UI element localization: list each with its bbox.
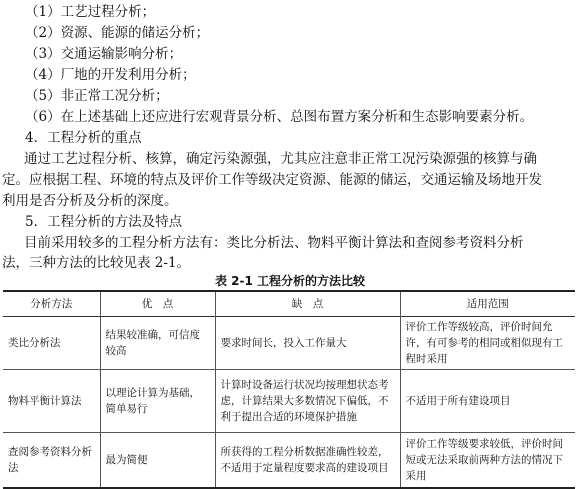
cell-cons: 要求时间长，投入工作量大: [215, 317, 400, 370]
paragraph-line: 目前采用较多的工程分析方法有：类比分析法、物料平衡计算法和查阅参考资料分析: [24, 235, 524, 251]
comparison-table: [3, 290, 575, 489]
cell-scope: 不适用于所有建设项目: [400, 370, 575, 433]
list-item: （1）工艺过程分析；: [25, 4, 156, 20]
cell-scope: 评价工作等级较高，评价时间允许，有可参考的相同或相似现有工程时采用: [400, 317, 575, 370]
list-item: （6）在上述基础上还应进行宏观背景分析、总图布置方案分析和生态影响要素分析。: [25, 109, 534, 125]
header-pros: 优 点: [100, 291, 215, 317]
section-heading: 4．工程分析的重点: [25, 130, 142, 146]
cell-pros: 结果较准确，可信度较高: [100, 317, 215, 370]
paragraph-line: 利用是否分析及分析的深度。: [2, 193, 178, 209]
table-row: [3, 433, 575, 489]
list-item: （3）交通运输影响分析；: [25, 46, 183, 62]
cell-method: 类比分析法: [3, 317, 100, 370]
cell-cons: 所获得的工程分析数据准确性较差，不适用于定量程度要求高的建设项目: [215, 433, 400, 489]
list-item: （2）资源、能源的储运分析；: [25, 25, 210, 41]
table-caption: 表 2-1 工程分析的方法比较: [214, 274, 366, 288]
cell-pros: 最为简便: [100, 433, 215, 489]
list-item: （4）厂地的开发利用分析；: [25, 67, 196, 83]
header-method: 分析方法: [3, 291, 100, 317]
list-item: （5）非正常工况分析；: [25, 88, 169, 104]
table-row: [3, 370, 575, 433]
cell-pros: 以理论计算为基础，简单易行: [100, 370, 215, 433]
paragraph-line: 定。应根据工程、环境的特点及评价工作等级决定资源、能源的储运，交通运输及场地开发: [2, 172, 542, 188]
paragraph-line: 法，三种方法的比较见表 2-1。: [2, 255, 191, 271]
table-header-row: [3, 291, 575, 317]
header-scope: 适用范围: [400, 291, 575, 317]
section-heading: 5．工程分析的方法及特点: [25, 214, 183, 230]
cell-scope: 评价工作等级要求较低，评价时间短或无法采取前两种方法的情况下采用: [400, 433, 575, 489]
table-row: [3, 317, 575, 370]
cell-method: 物料平衡计算法: [3, 370, 100, 433]
header-cons: 缺 点: [215, 291, 400, 317]
cell-method: 查阅参考资料分析法: [3, 433, 100, 489]
cell-cons: 计算时设备运行状况均按理想状态考虑，计算结果大多数情况下偏低，不利于提出合适的环境保护措施: [215, 370, 400, 433]
paragraph-line: 通过工艺过程分析、核算，确定污染源强，尤其应注意非正常工况污染源强的核算与确: [24, 151, 537, 167]
